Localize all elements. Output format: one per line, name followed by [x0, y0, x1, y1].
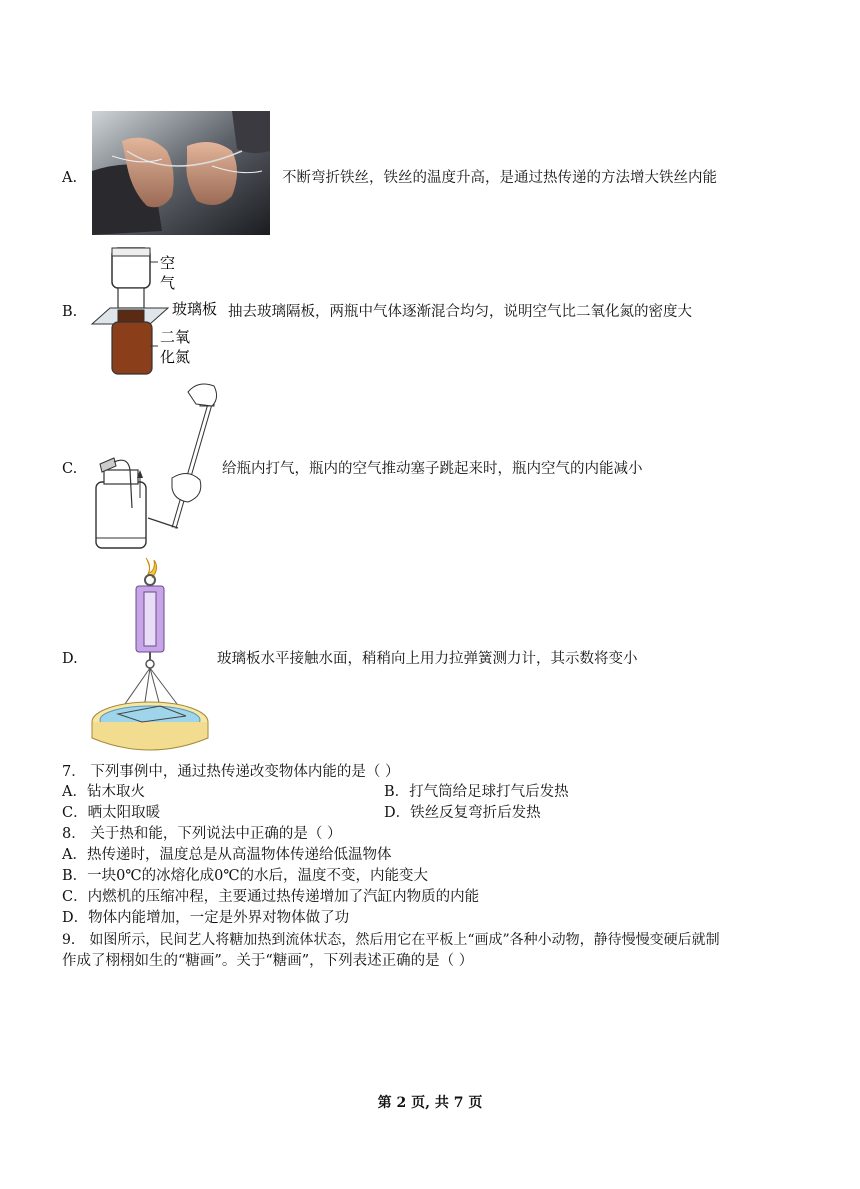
option-d-letter: D. — [62, 651, 78, 667]
label-glass: 玻璃板 — [172, 300, 218, 318]
q7-option-b: B．打气筒给足球打气后发热 — [384, 784, 569, 800]
label-no2-2: 化氮 — [160, 348, 191, 366]
label-air-2: 气 — [160, 274, 176, 292]
q9-line-2: 作成了栩栩如生的“糖画”。关于“糖画”，下列表述正确的是（ ） — [62, 953, 474, 969]
spring-scale-figure — [90, 556, 212, 754]
option-d-text: 玻璃板水平接触水面，稍稍向上用力拉弹簧测力计，其示数将变小 — [217, 651, 638, 667]
q8-option-a: A．热传递时，温度总是从高温物体传递给低温物体 — [62, 847, 392, 863]
bending-wire-photo — [92, 111, 270, 235]
q7-option-a: A．钻木取火 — [62, 784, 145, 800]
option-c-letter: C. — [62, 461, 78, 477]
page-footer: 第 2 页, 共 7 页 — [377, 1095, 483, 1111]
pump-bottle-figure — [88, 378, 228, 554]
q9-line-1: 9． 如图所示，民间艺人将糖加热到流体状态，然后用它在平板上“画成”各种小动物，静待慢慢变硬后就制 — [62, 932, 720, 948]
label-air-1: 空 — [160, 254, 176, 272]
option-a-letter: A. — [62, 170, 78, 186]
option-c-text: 给瓶内打气，瓶内的空气推动塞子跳起来时，瓶内空气的内能减小 — [222, 461, 643, 477]
option-b-text: 抽去玻璃隔板，两瓶中气体逐渐混合均匀，说明空气比二氧化氮的密度大 — [228, 304, 692, 320]
label-no2-1: 二氧 — [160, 328, 191, 346]
q7-stem: 7． 下列事例中，通过热传递改变物体内能的是（ ） — [62, 764, 400, 780]
q7-option-d: D．铁丝反复弯折后发热 — [384, 805, 541, 821]
gas-diffusion-figure — [88, 246, 228, 380]
q8-stem: 8． 关于热和能，下列说法中正确的是（ ） — [62, 826, 342, 842]
option-a-text: 不断弯折铁丝，铁丝的温度升高，是通过热传递的方法增大铁丝内能 — [282, 170, 717, 186]
q8-option-d: D．物体内能增加，一定是外界对物体做了功 — [62, 910, 350, 926]
option-b-letter: B. — [62, 304, 78, 320]
q8-option-c: C．内燃机的压缩冲程，主要通过热传递增加了汽缸内物质的内能 — [62, 889, 480, 905]
q7-option-c: C．晒太阳取暖 — [62, 805, 161, 821]
q8-option-b: B．一块0℃的冰熔化成0℃的水后，温度不变，内能变大 — [62, 868, 429, 884]
